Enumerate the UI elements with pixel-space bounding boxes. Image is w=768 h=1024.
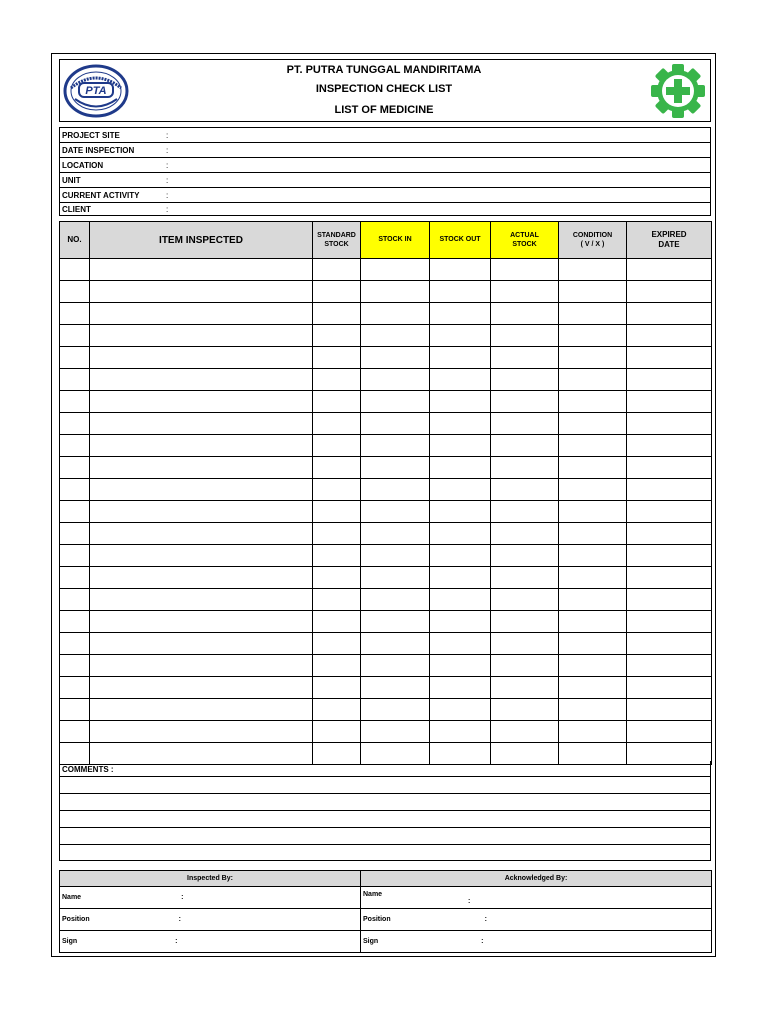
col-standard-stock-line1: STANDARD <box>317 231 356 239</box>
inspection-table <box>59 221 712 765</box>
green-cross-gear-icon <box>646 64 710 118</box>
table-row <box>60 699 712 721</box>
table-row <box>60 611 712 633</box>
project-site-label: PROJECT SITE <box>62 131 120 140</box>
unit-label: UNIT <box>62 176 81 185</box>
comment-line <box>60 793 710 794</box>
comment-line <box>60 827 710 828</box>
info-row-project-site <box>60 128 710 143</box>
col-condition-line1: CONDITION <box>572 231 613 239</box>
inspector-name-field[interactable] <box>210 887 361 909</box>
col-condition-line2: ( V / X ) <box>580 241 605 248</box>
table-row <box>60 523 712 545</box>
col-expired-date-line2: DATE <box>658 240 680 249</box>
table-row <box>60 325 712 347</box>
company-name: PT. PUTRA TUNGGAL MANDIRITAMA <box>286 64 482 76</box>
acknowledger-position-label: Position : <box>361 909 491 931</box>
client-label: CLIENT <box>62 205 91 214</box>
signature-table <box>59 870 712 953</box>
table-row <box>60 303 712 325</box>
info-row-location <box>60 158 710 173</box>
col-actual-stock-line1: ACTUAL <box>510 231 539 239</box>
inspector-name-label: Name : <box>60 887 210 909</box>
table-body <box>60 259 712 765</box>
table-row <box>60 435 712 457</box>
table-row <box>60 391 712 413</box>
signature-name-row <box>60 887 712 909</box>
info-row-current-activity <box>60 188 710 203</box>
table-row <box>60 721 712 743</box>
inspected-by-label: Inspected By: <box>60 871 361 887</box>
unit-colon: : <box>166 176 169 185</box>
location-label: LOCATION <box>62 161 104 170</box>
date-inspection-label: DATE INSPECTION <box>62 146 135 155</box>
col-condition <box>559 222 627 259</box>
document-title: INSPECTION CHECK LIST <box>315 83 453 95</box>
col-stock-out: STOCK OUT <box>430 222 491 259</box>
client-colon: : <box>166 205 169 214</box>
current-activity-colon: : <box>166 191 169 200</box>
info-row-client <box>60 202 710 216</box>
table-row <box>60 369 712 391</box>
inspector-sign-field[interactable] <box>210 931 361 953</box>
project-info <box>59 127 711 216</box>
inspector-position-label: Position : <box>60 909 210 931</box>
logo-text: PTA <box>85 85 107 97</box>
document-subtitle: LIST OF MEDICINE <box>334 104 434 116</box>
signature-header-row <box>60 871 712 887</box>
info-row-unit <box>60 173 710 188</box>
table-header-row <box>60 222 712 259</box>
inspector-sign-label: Sign : <box>60 931 210 953</box>
acknowledged-by-label: Acknowledged By: <box>361 871 712 887</box>
col-expired-date <box>627 222 712 259</box>
table-row <box>60 633 712 655</box>
table-row <box>60 677 712 699</box>
col-expired-date-line1: EXPIRED <box>651 229 687 239</box>
table-row <box>60 545 712 567</box>
date-inspection-colon: : <box>166 146 169 155</box>
comments-box <box>59 761 711 861</box>
table-row <box>60 479 712 501</box>
table-row <box>60 589 712 611</box>
current-activity-label: CURRENT ACTIVITY <box>62 191 140 200</box>
comments-label: COMMENTS : <box>62 765 114 774</box>
table-row <box>60 413 712 435</box>
table-row <box>60 567 712 589</box>
col-actual-stock-line2: STOCK <box>512 241 537 248</box>
comment-line <box>60 844 710 845</box>
comment-line <box>60 776 710 777</box>
inspector-position-field[interactable] <box>210 909 361 931</box>
table-row <box>60 655 712 677</box>
table-row <box>60 281 712 303</box>
acknowledger-name-field[interactable] <box>491 887 712 909</box>
acknowledger-sign-field[interactable] <box>491 931 712 953</box>
acknowledger-name-label: Name: <box>361 887 491 909</box>
col-item-inspected: ITEM INSPECTED <box>90 222 313 259</box>
location-colon: : <box>166 161 169 170</box>
table-row <box>60 501 712 523</box>
comment-line <box>60 810 710 811</box>
signature-sign-row <box>60 931 712 953</box>
table-row <box>60 259 712 281</box>
project-site-colon: : <box>166 131 169 140</box>
signature-position-row <box>60 909 712 931</box>
col-standard-stock-line2: STOCK <box>324 241 349 248</box>
col-stock-in: STOCK IN <box>361 222 430 259</box>
col-standard-stock <box>313 222 361 259</box>
table-row <box>60 457 712 479</box>
acknowledger-sign-label: Sign : <box>361 931 491 953</box>
table-row <box>60 347 712 369</box>
acknowledger-position-field[interactable] <box>491 909 712 931</box>
col-no: NO. <box>60 222 90 259</box>
info-row-date-inspection <box>60 143 710 158</box>
col-actual-stock <box>491 222 559 259</box>
